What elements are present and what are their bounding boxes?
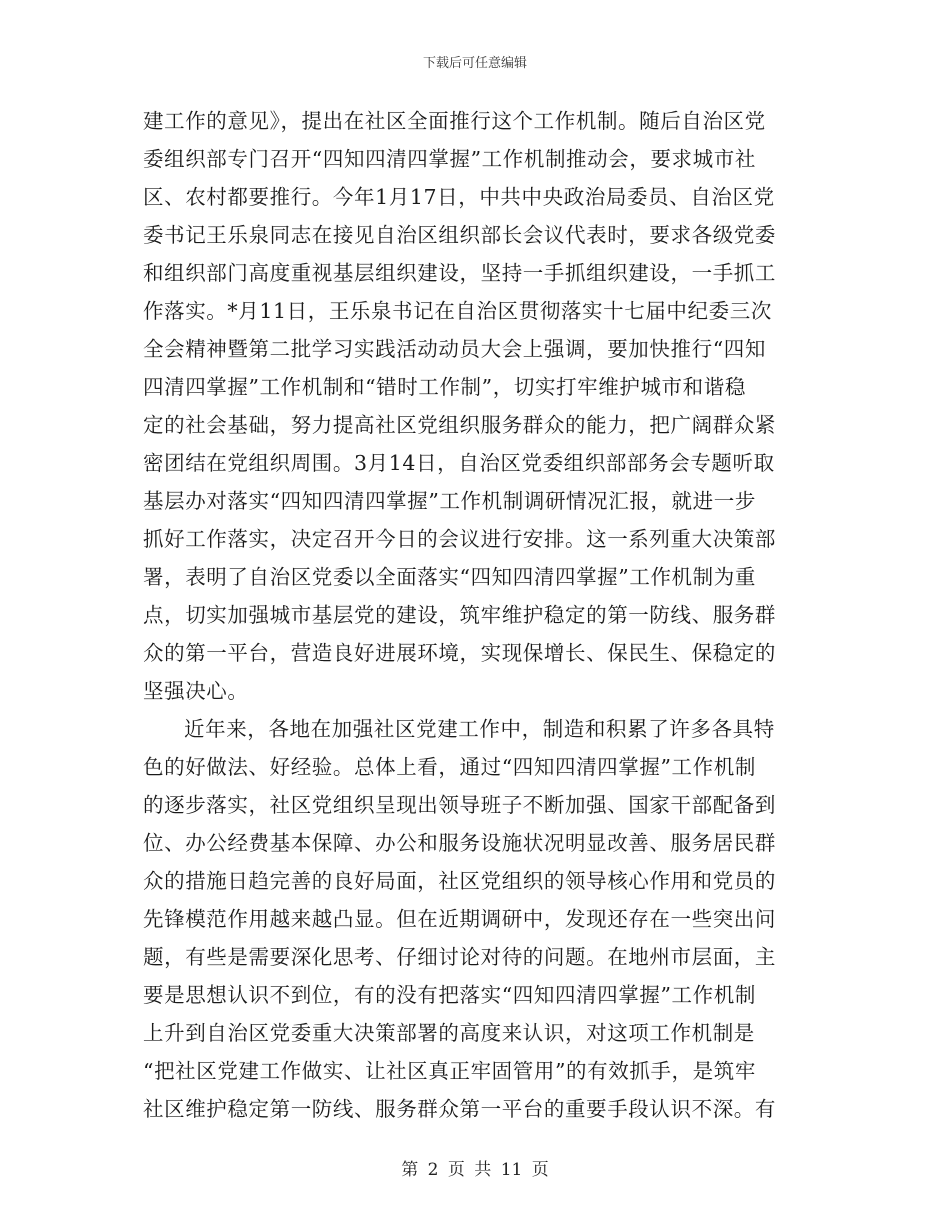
text-line: 作落实。*月11日，王乐泉书记在自治区贯彻落实十七届中纪委三次	[143, 299, 772, 323]
text-line: 题，有些是需要深化思考、仔细讨论对待的问题。在地州市层面，主	[143, 945, 776, 969]
text-line: 基层办对落实“四知四清四掌握”工作机制调研情况汇报，就进一步	[143, 489, 756, 513]
text-line: 全会精神暨第二批学习实践活动动员大会上强调，要加快推行“四知	[143, 337, 766, 361]
text-line: 定的社会基础，努力提高社区党组织服务群众的能力，把广阔群众紧	[143, 413, 776, 437]
text-line: 要是思想认识不到位，有的没有把落实“四知四清四掌握”工作机制	[143, 983, 756, 1007]
text-line: 四清四掌握”工作机制和“错时工作制”，切实打牢维护城市和谐稳	[143, 375, 746, 399]
text-line: 上升到自治区党委重大决策部署的高度来认识，对这项工作机制是	[143, 1021, 755, 1045]
text-line: 建工作的意见》，提出在社区全面推行这个工作机制。随后自治区党	[143, 109, 766, 133]
text-line: 密团结在党组织周围。3月14日，自治区党委组织部部务会专题听取	[143, 451, 775, 475]
text-line: 坚强决心。	[143, 679, 249, 703]
text-line: 色的好做法、好经验。总体上看，通过“四知四清四掌握”工作机制	[143, 755, 756, 779]
text-line: 委组织部专门召开“四知四清四掌握”工作机制推动会，要求城市社	[143, 147, 756, 171]
text-line: 近年来，各地在加强社区党建工作中，制造和积累了许多各具特	[184, 717, 775, 741]
page-header: 下载后可任意编辑	[422, 56, 527, 71]
paragraph-2	[143, 710, 807, 1128]
text-line: 区、农村都要推行。今年1月17日，中共中央政治局委员、自治区党	[143, 185, 775, 209]
text-line: 点，切实加强城市基层党的建设，筑牢维护稳定的第一防线、服务群	[143, 603, 776, 627]
text-line: “把社区党建工作做实、让社区真正牢固管用”的有效抓手，是筑牢	[143, 1059, 756, 1083]
text-line: 的逐步落实，社区党组织呈现出领导班子不断加强、国家干部配备到	[143, 793, 776, 817]
text-line: 抓好工作落实，决定召开今日的会议进行安排。这一系列重大决策部	[143, 527, 776, 551]
paragraph-1	[143, 102, 807, 710]
text-line: 和组织部门高度重视基层组织建设，坚持一手抓组织建设，一手抓工	[143, 261, 776, 285]
page-number-footer: 第 2 页 共 11 页	[401, 1160, 549, 1180]
document-body	[143, 102, 807, 1128]
text-line: 先锋模范作用越来越凸显。但在近期调研中，发现还存在一些突出问	[143, 907, 776, 931]
text-line: 位、办公经费基本保障、办公和服务设施状况明显改善、服务居民群	[143, 831, 776, 855]
text-line: 委书记王乐泉同志在接见自治区组织部长会议代表时，要求各级党委	[143, 223, 776, 247]
text-line: 众的第一平台，营造良好进展环境，实现保增长、保民生、保稳定的	[143, 641, 776, 665]
text-line: 众的措施日趋完善的良好局面，社区党组织的领导核心作用和党员的	[143, 869, 776, 893]
text-line: 社区维护稳定第一防线、服务群众第一平台的重要手段认识不深。有	[143, 1097, 776, 1121]
text-line: 署，表明了自治区党委以全面落实“四知四清四掌握”工作机制为重	[143, 565, 756, 589]
